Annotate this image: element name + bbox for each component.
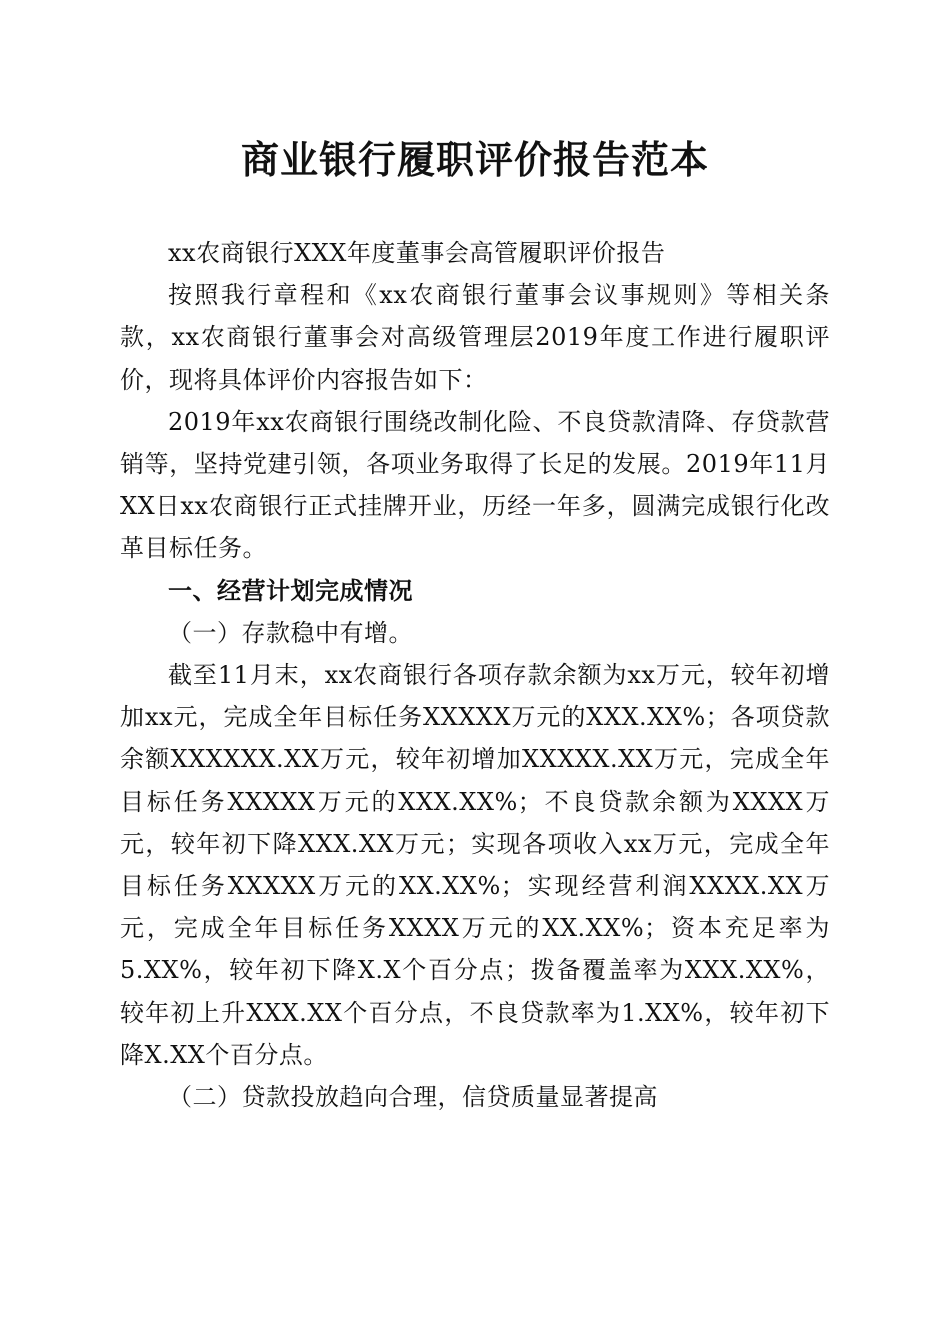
overview-paragraph: 2019年xx农商银行围绕改制化险、不良贷款清降、存贷款营销等，坚持党建引领，各项业务取得了长足的发展。2019年11月XX日xx农商银行正式挂牌开业，历经一年多，圆满完成银行化改革目标任务。 — [120, 407, 830, 563]
document-body — [120, 232, 830, 1118]
subsection-heading-1: （一）存款稳中有增。 — [168, 618, 413, 647]
deposit-paragraph: 截至11月末，xx农商银行各项存款余额为xx万元，较年初增加xx元，完成全年目标任务XXXXX万元的XXX.XX%；各项贷款余额XXXXXX.XX万元，较年初增加XXXXX.XX万元，完成全年目标任务XXXXX万元的XXX.XX%；不良贷款余额为XXXX万元，较年初下降XXX.XX万元；实现各项收入xx万元，完成全年目标任务XXXXX万元的XX.XX%；实现经营利润XXXX.XX万元，完成全年目标任务XXXX万元的XX.XX%；资本充足率为5.XX%，较年初下降X.X个百分点；拨备覆盖率为XXX.XX%，较年初上升XXX.XX个百分点，不良贷款率为1.XX%，较年初下降X.XX个百分点。 — [120, 661, 830, 1069]
section-heading-1: 一、经营计划完成情况 — [168, 576, 413, 605]
subsection-heading-2: （二）贷款投放趋向合理，信贷质量显著提高 — [168, 1083, 658, 1112]
report-subtitle: xx农商银行XXX年度董事会高管履职评价报告 — [168, 239, 666, 267]
document-title: 商业银行履职评价报告范本 — [240, 137, 709, 182]
intro-paragraph: 按照我行章程和《xx农商银行董事会议事规则》等相关条款，xx农商银行董事会对高级管理层2019年度工作进行履职评价，现将具体评价内容报告如下： — [120, 281, 830, 394]
